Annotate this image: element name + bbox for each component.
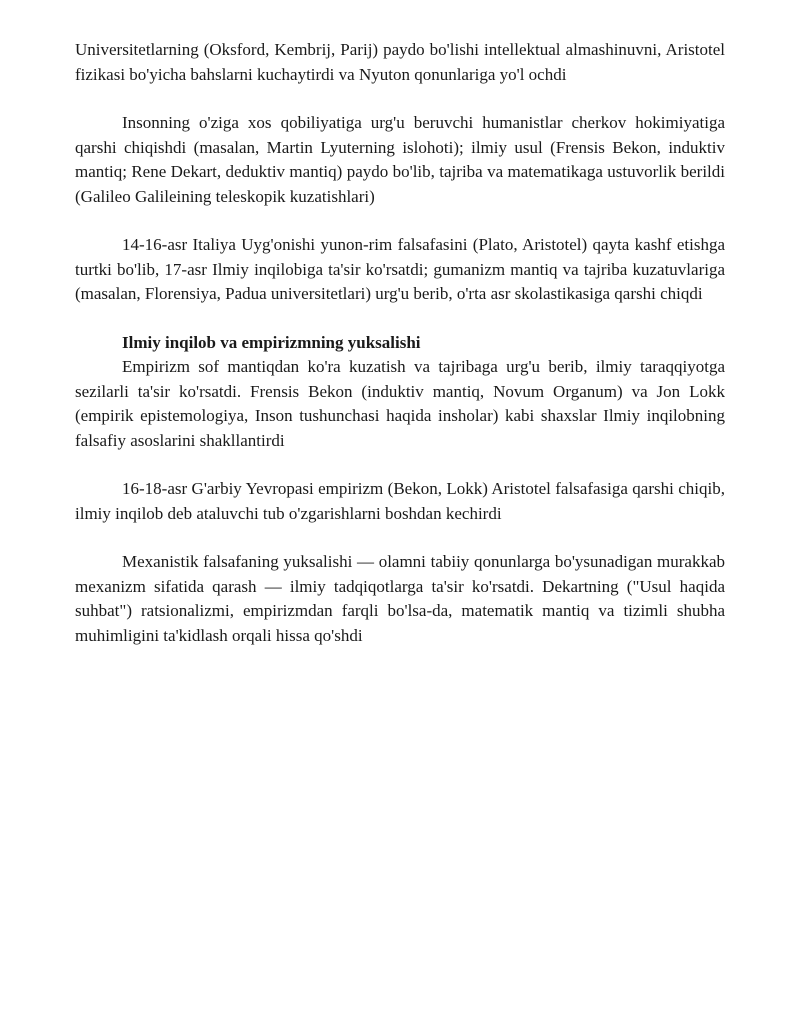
paragraph-renaissance: 14-16-asr Italiya Uyg'onishi yunon-rim falsafasini (Plato, Aristotel) qayta kashf etishga turtki bo'lib, 17-asr Ilmiy inqilobiga ta'sir ko'rsatdi; gumanizm mantiq va tajriba kuzatuvlariga (masalan, Florensiya, Padua universitetlari) urg'u berib, o'rta asr skolastikasiga qarshi chiqdi: [75, 235, 725, 303]
paragraph-humanists: Insonning o'ziga xos qobiliyatiga urg'u beruvchi humanistlar cherkov hokimiyatiga qarshi chiqishdi (masalan, Martin Lyuterning islohoti); ilmiy usul (Frensis Bekon, induktiv mantiq; Rene Dekart, deduktiv mantiq) paydo bo'lib, tajriba va matematikaga ustuvorlik berildi (Galileo Galileining teleskopik kuzatishlari): [75, 113, 725, 206]
paragraph-western-europe: 16-18-asr G'arbiy Yevropasi empirizm (Bekon, Lokk) Aristotel falsafasiga qarshi chiqib, ilmiy inqilob deb ataluvchi tub o'zgarishlarni boshdan kechirdi: [75, 479, 725, 523]
document-page: [75, 38, 725, 672]
section-heading: Ilmiy inqilob va empirizmning yuksalishi: [122, 332, 421, 352]
paragraph-universities: Universitetlarning (Oksford, Kembrij, Parij) paydo bo'lishi intellektual almashinuvni, Aristotel fizikasi bo'yicha bahslarni kuchaytirdi va Nyuton qonunlariga yo'l ochdi: [75, 40, 725, 84]
paragraph-empiricism: Empirizm sof mantiqdan ko'ra kuzatish va tajribaga urg'u berib, ilmiy taraqqiyotga sezilarli ta'sir ko'rsatdi. Frensis Bekon (induktiv mantiq, Novum Organum) va Jon Lokk (empirik epistemologiya, Inson tushunchasi haqida insholar) kabi shaxslar Ilmiy inqilobning falsafiy asoslarini shakllantirdi: [75, 357, 725, 450]
paragraph-mechanistic: Mexanistik falsafaning yuksalishi — olamni tabiiy qonunlarga bo'ysunadigan murakkab mexanizm sifatida qarash — ilmiy tadqiqotlarga ta'sir ko'rsatdi. Dekartning ("Usul haqida suhbat") ratsionalizmi, empirizmdan farqli bo'lsa-da, matematik mantiq va tizimli shubha muhimligini ta'kidlash orqali hissa qo'shdi: [75, 552, 725, 645]
